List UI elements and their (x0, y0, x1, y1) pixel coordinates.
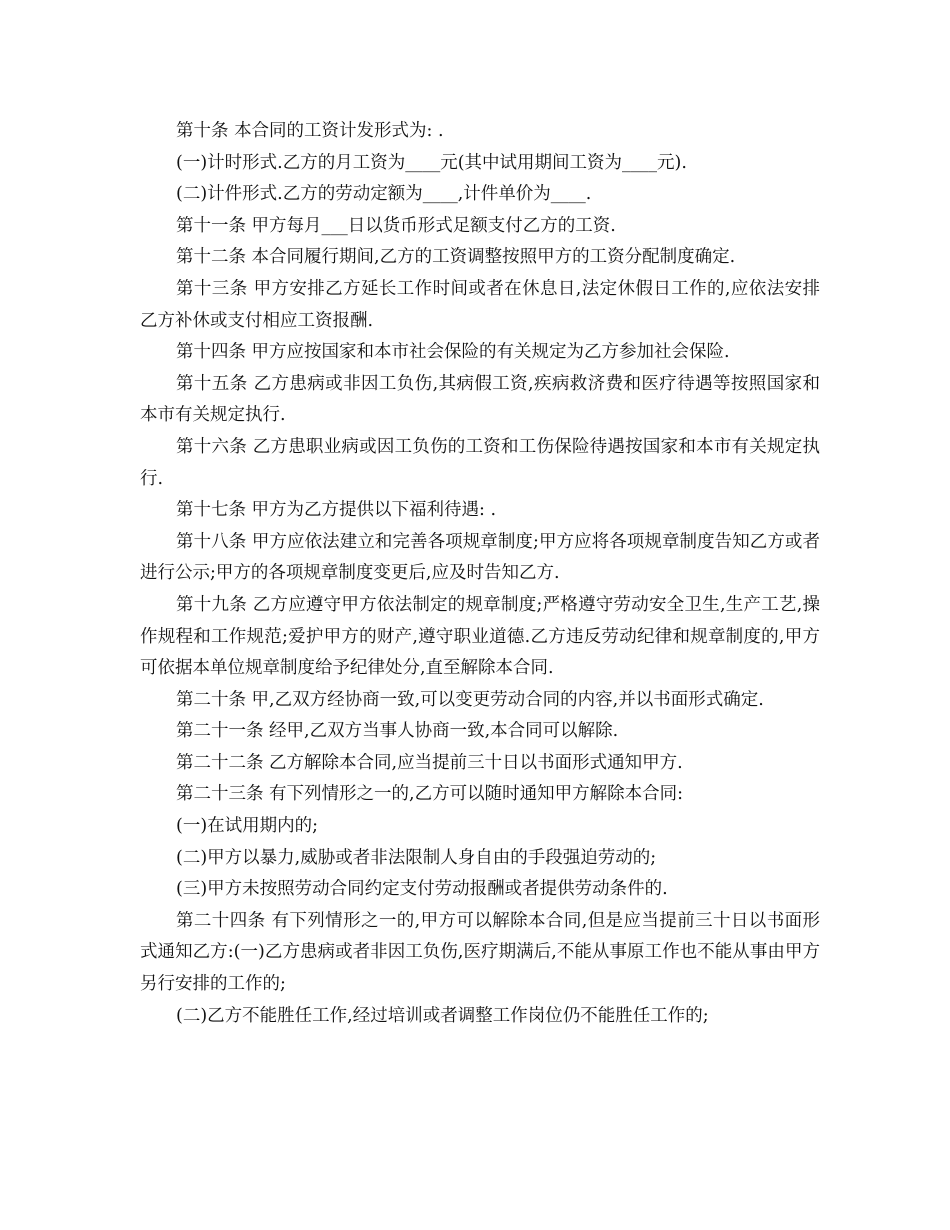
article-23-item-3: (三)甲方未按照劳动合同约定支付劳动报酬或者提供劳动条件的. (176, 879, 668, 900)
article-18: 第十八条 甲方应依法建立和完善各项规章制度;甲方应将各项规章制度告知乙方或者进行公示;甲方的各项规章制度变更后,应及时告知乙方. (140, 531, 820, 584)
article-10-item-1: (一)计时形式.乙方的月工资为____元(其中试用期间工资为____元). (176, 152, 687, 173)
article-14: 第十四条 甲方应按国家和本市社会保险的有关规定为乙方参加社会保险. (176, 342, 730, 363)
article-24-item-2: (二)乙方不能胜任工作,经过培训或者调整工作岗位仍不能胜任工作的; (176, 1005, 709, 1026)
article-20: 第二十条 甲,乙双方经协商一致,可以变更劳动合同的内容,并以书面形式确定. (176, 689, 764, 710)
article-19: 第十九条 乙方应遵守甲方依法制定的规章制度;严格遵守劳动安全卫生,生产工艺,操作规程和工作规范;爱护甲方的财产,遵守职业道德.乙方违反劳动纪律和规章制度的,甲方可依据本单位规章制度给予纪律处分,直至解除本合同. (140, 594, 820, 679)
article-10-item-2: (二)计件形式.乙方的劳动定额为____,计件单价为____. (176, 184, 592, 205)
article-13: 第十三条 甲方安排乙方延长工作时间或者在休息日,法定休假日工作的,应依法安排乙方补休或支付相应工资报酬. (140, 278, 820, 331)
article-15: 第十五条 乙方患病或非因工负伤,其病假工资,疾病救济费和医疗待遇等按照国家和本市有关规定执行. (140, 373, 820, 426)
article-23-item-1: (一)在试用期内的; (176, 816, 319, 837)
article-16: 第十六条 乙方患职业病或因工负伤的工资和工伤保险待遇按国家和本市有关规定执行. (140, 436, 820, 489)
article-17: 第十七条 甲方为乙方提供以下福利待遇: . (176, 500, 497, 521)
article-24: 第二十四条 有下列情形之一的,甲方可以解除本合同,但是应当提前三十日以书面形式通知乙方:(一)乙方患病或者非因工负伤,医疗期满后,不能从事原工作也不能从事由甲方另行安排的工作的; (140, 910, 820, 995)
article-12: 第十二条 本合同履行期间,乙方的工资调整按照甲方的工资分配制度确定. (176, 247, 736, 268)
document-body (140, 116, 820, 1032)
article-23: 第二十三条 有下列情形之一的,乙方可以随时通知甲方解除本合同: (176, 784, 684, 805)
article-11: 第十一条 甲方每月___日以货币形式足额支付乙方的工资. (176, 215, 616, 236)
article-21: 第二十一条 经甲,乙双方当事人协商一致,本合同可以解除. (176, 721, 619, 742)
article-23-item-2: (二)甲方以暴力,威胁或者非法限制人身自由的手段强迫劳动的; (176, 847, 657, 868)
article-10: 第十条 本合同的工资计发形式为: . (176, 121, 444, 141)
article-22: 第二十二条 乙方解除本合同,应当提前三十日以书面形式通知甲方. (176, 752, 683, 773)
